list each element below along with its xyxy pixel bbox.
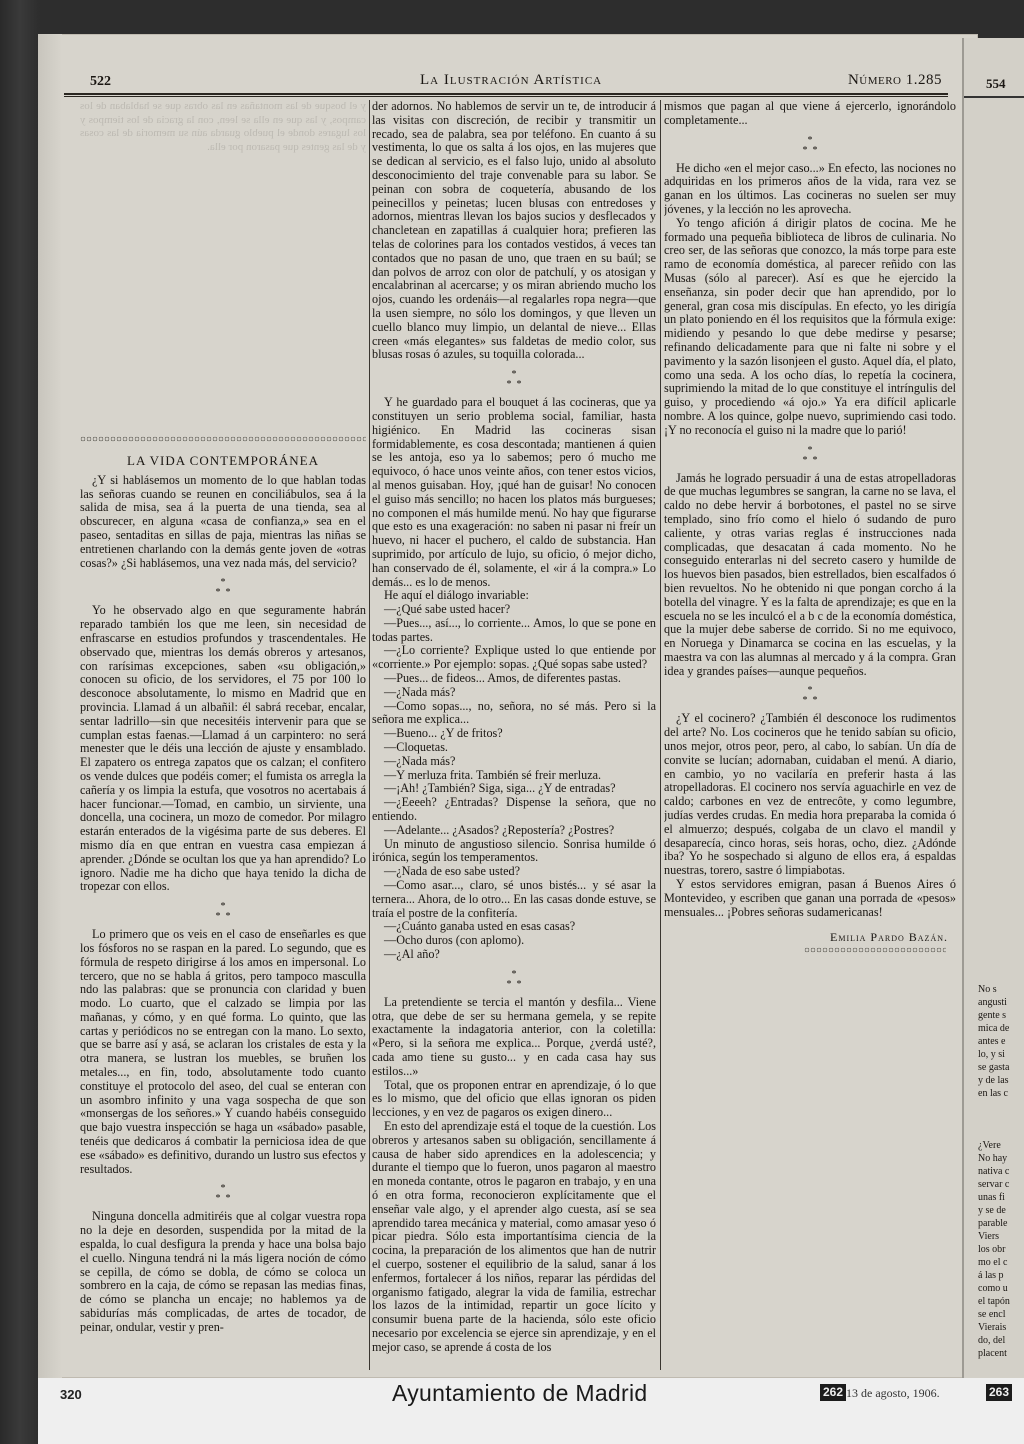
dialogue-line: —¿Qué sabe usted hacer? <box>384 602 511 617</box>
adjacent-fragment-line: angusti <box>978 997 1007 1008</box>
end-divider <box>804 947 946 953</box>
paragraph: Yo tengo afición á dirigir platos de cocina. Me he formado una pequeña biblioteca de libros de culinaria. No creo ser, de las señoras que conozco, la más torpe para este ramo de economía doméstica, al parecer reñido con las Musas (sólo al parecer). Así es que he ejercido la enseñanza, sin poder decir que han aprendido, por lo general, gran cosa mis discípulas. En efecto, yo les dirigía un plato poniendo en él los requisitos que la fórmula exige: midiendo y pesando lo que debe medirse y pesarse; refinando delicadamente para que ni falte ni sobre y el pavimento y la sazón lisonjeen el gusto. Aquel día, el plato, como una seda. A los ocho días, lo repetía la cocinera, suprimiendo la mitad de lo que constituye el intríngulis del guiso, y procediendo «á ojo.» Ya era difícil aplicarle nombre. A los quince, golpe nuevo, suprimiendo casi todo. ¡Y no reconocía el guiso ni la madre que lo parió! <box>664 215 956 437</box>
adjacent-fragment-line: en las c <box>978 1088 1008 1099</box>
dialogue-line: —Bueno... ¿Y de fritos? <box>384 726 503 741</box>
adjacent-fragment-line: No hay <box>978 1153 1008 1164</box>
issue-date: 13 de agosto, 1906. <box>846 1386 940 1400</box>
paragraph: Yo he observado algo en que seguramente habrán reparado también los que me leen, sin necesidad de enfrascarse en estudios profundos y trascendentales. He observado que, mientras los demás obreros y artesanos, con rarísimas excepciones, saben «su obligación,» conocen su oficio, de los servidores, el 75 por 100 lo desconoce absolutamente, lo mismo en Madrid que en provincia. Llamad á un albañil: él sabrá recebar, encalar, sentar ladrillo—sin que necesitéis intervenir para que se cumplan estas faenas.—Llamad á un carpintero: no será menester que le déis una lección de ajuste y ensamblado. El zapatero os entrega zapatos que os calzan; el confitero os vende dulces que podéis comer; el fumista os arregla la cañería y os limpia la estufa, que vosotros no acertabais á hacer funcionar.—Tomad, en cambio, un sirviente, una doncella, una cocinera, un mozo de comedor. Por milagro estarán enterados de la vigésima parte de sus deberes. El mismo día en que entran en vuestra casa empiezan á aprender. ¿Dónde se ocultan los que ya han aprendido? Lo ignoro. Nadie me ha dicho que haya tenido la dicha de tropezar con ellos. <box>80 603 366 894</box>
archive-folio: 320 <box>60 1387 82 1402</box>
adjacent-fragment-line <box>978 1126 1024 1139</box>
paragraph: Ninguna doncella admitiréis que al colgar vuestra ropa no la deje en desorden, suspendida por la mitad de la espalda, lo cual desfigura la prenda y hace una bolsa bajo el cuello. Ninguna tendrá ni la más ligera noción de cómo se cepilla, de cómo se dobla, de cómo se coloca un sombrero en la caja, de cómo se repasan las medias finas, de cómo se plancha un encaje; no hablemos ya de sabidurías más complicadas, de artes de tocador, de peinar, ondular, vestir y pren- <box>80 1209 366 1334</box>
adjacent-page-number: 554 <box>986 76 1006 91</box>
page-badge-left: 262 <box>820 1384 846 1401</box>
adjacent-fragment-line: Vierais <box>978 1322 1007 1333</box>
paragraph: Lo primero que os veis en el caso de enseñarles es que los fósforos no se raspan en la pared. Lo segundo, que es fórmula de respeto dirigirse á los amos en impersonal. Lo tercero, que no se habla á gritos, pero tampoco masculla​ndo las palabras: que se pronuncia con claridad y buen modo. Lo cuarto, que el calzado se limpia por las mañanas, y cómo, y en qué forma. Lo quinto, que las cartas y periódicos no se entregan con la mano. Lo sexto, que se barre así y asá, se aclaran los cristales de esta y la otra manera, se lustran los muebles, se bruñen los metales..., en fin, todo, absolutamente todo cuanto constituye el protocolo del aseo, del cual se enteran con un asombro infinito y una vaga sospecha de que son «monsergas de los señores.» Y cuando habéis conseguido que bajo vuestra inspección se haga un «sábado» pasable, tenéis que dedicaros á combatir la perniciosa idea de que ese «sábado» es definitivo, durando un lustro sus efectos y resultados. <box>80 927 366 1176</box>
dialogue-line: —¿Cuánto ganaba usted en esas casas? <box>384 919 576 934</box>
issue-number: Número 1.285 <box>847 72 942 88</box>
column-rule-1 <box>369 100 370 1370</box>
paragraph: ¿Y el cocinero? ¿También él desconoce los rudimentos del arte? No. Los cocineros que he tenido sabían su oficio, unos mejor, otros peor, pero, al cabo, lo sabían. Un día de convite se lucían; adornaban, cuidaban el menú. A diario, en cambio, yo no vacilaría en preferir hasta á las atropelladoras. El cocinero nos servía aguachirle en vez de caldo; carbones en vez de entrecôte, y como legumbre, judías verdes crudas. En media hora preparaba la comida ó el almuerzo; después, colgaba de un clavo el mandil y desaparecía, cinco horas, seis horas, ocho, diez. ¿Adónde iba? Yo he sospechado si alguno de ellos era, á espaldas nuestras, torero, sastre ó limpiabotas. <box>664 711 956 878</box>
paragraph: Total, que os proponen entrar en aprendizaje, ó lo que es lo mismo, que del oficio que ellas ignoran os piden lecciones, y en vez de pagaros os exigen dinero... <box>372 1077 656 1120</box>
paragraph: En esto del aprendizaje está el toque de la cuestión. Los obreros y artesanos saben su obligación, sencillamente á causa de haber sido aprendices en la adolescencia; y durante el tiempo que lo fueron, unos pagaron al maestro en moneda contante, otros le pagaron en trabajo, y en una ó en otra forma, reconocieron explícitamente que el enseñar vale algo, y el aprender algo cuesta, así se sea aprendido tarea mecánica y material, como amasar yeso ó picar piedra. Sólo esta importantísima ciencia de la cocina, la preparación de los alimentos que han de nutrir el cuerpo, sostener el equilibrio de la salud, sanar á los enfermos, fortalecer á los niños, reparar las pérdidas del organismo fatigado, alegrar la vida de familia, estrechar los lazos de la intimidad, repartir un goce lícito y consumir buena parte de la hacienda, sólo este oficio necesario por excelencia se ejerce sin aprendizaje, y en el mejor caso, se aprende á costa de los <box>372 1118 656 1354</box>
adjacent-fragment-line: y se de <box>978 1205 1006 1216</box>
column-3 <box>664 100 956 980</box>
adjacent-fragment-line: unas fi <box>978 1192 1005 1203</box>
dialogue-line: —Y merluza frita. También sé freir merluza. <box>384 767 602 782</box>
adjacent-head-rule <box>964 96 1024 98</box>
column-1 <box>80 100 366 1372</box>
archive-name: Ayuntamiento de Madrid <box>392 1380 648 1406</box>
asterism-ornament: * * * <box>215 577 231 599</box>
adjacent-fragment-line: se gasta <box>978 1062 1010 1073</box>
paragraph: He aquí el diálogo invariable: <box>384 588 529 603</box>
dialogue-line: —¿Eeeeh? ¿Entradas? Dispense la señora, que no entiendo. <box>372 795 656 824</box>
page-badge-right: 263 <box>986 1384 1012 1401</box>
asterism-ornament: * * * <box>506 369 522 391</box>
paragraph: La pretendiente se tercia el mantón y desfila... Viene otra, que debe de ser su hermana gemela, y se repite exactamente la indagatoria anterior, con la coletilla: «Pero, si la señora me explica... Porque, ¿verdá usté?, cada amo tiene su gusto... y en cada casa hay sus estilos...» <box>372 994 656 1078</box>
dialogue-line: —¿Nada de eso sabe usted? <box>384 864 521 879</box>
head-rule-thin <box>64 96 948 97</box>
adjacent-fragment-line: nativa c <box>978 1166 1010 1177</box>
bleed-through-text: y el bosque de las montañas en las obras que se hablaban de los campos, y las que en ella se leen, con la gracia de los tiempos y los lugares donde el pueblo guarda aún su memoria de las cosas y de las gentes que pasaron por ella. <box>80 100 366 153</box>
adjacent-fragment-line <box>978 1113 1024 1126</box>
dialogue-line: —¿Nada más? <box>384 684 456 699</box>
page-number: 522 <box>90 74 111 89</box>
adjacent-fragment-line: Viers <box>978 1231 1000 1242</box>
paragraph: der adornos. No hablemos de servir un te, de introducir á las visitas con discreción, de recibir y transmitir un recado, sea de palabra, sea por teléfono. En cuanto á su vestimenta, lo que os salta á los ojos, en las mujeres que se dedican al servicio, es el falso lujo, unido al absoluto desconocimiento del traje convenable para su labor. Se peinan con sobra de coquetería, abusando de los peinecillos y peinetas; lucen blusas con entredoses y adornos, mientras llevan los bajos sucios y desflecados y chancletean en zapatillas á cualquier hora; prefieren las telas de colorines para los contados vestidos, á veces tan contados que no pasan de uno, que traen en su baúl; se dan polvos de arroz con olor de patchulí, y os atosigan y encalabrinan al acercarse; y os miran abriendo mucho los ojos, cuando les ordenáis—al regalarles ropa negra—que la usen siempre, no sólo los domingos, y que lleven un cuello blanco muy limpio, un delantal de nieve... Ellas creen «más elegantes» sus faldetas de medio color, sus blusas rosas ó azules, su toquilla colorada... <box>372 100 656 362</box>
adjacent-fragment-line: mo el c <box>978 1257 1008 1268</box>
dialogue-line: —Pues..., así..., lo corriente... Amos, lo que se pone en todas partes. <box>372 615 656 644</box>
dialogue-line: —¿Lo corriente? Explique usted lo que entiende por «corriente.» Por ejemplo: sopas. ¿Qué sopas sabe usted? <box>372 643 656 672</box>
paragraph: Un minuto de angustioso silencio. Sonrisa humilde ó irónica, según los temperamentos. <box>372 836 656 865</box>
adjacent-fragment-line: No s <box>978 984 997 995</box>
asterism-ornament: * * * <box>215 901 231 923</box>
adjacent-fragment-line: á las p <box>978 1270 1004 1281</box>
adjacent-fragment-line: antes e <box>978 1036 1006 1047</box>
dialogue-line: —¡Ah! ¿También? Siga, siga... ¿Y de entradas? <box>384 781 616 796</box>
adjacent-fragment-line: se encl <box>978 1309 1006 1320</box>
asterism-ornament: * * * <box>506 968 522 990</box>
adjacent-fragment-line: parable <box>978 1218 1008 1229</box>
paragraph: ¿Y si hablásemos un momento de lo que hablan todas las señoras cuando se reunen en conciliábulos, sea á la salida de misa, sea á la puerta de una tienda, sea al obscurecer, en alguna «casa de confianza,» sea en el paseo, sentaditas en sillas de paja, mientras las niñas se entretienen charlando con la demás gente joven de «otras cosas?» ¿Si hablásemos, una vez nada más, del servicio? <box>80 472 366 570</box>
adjacent-fragment-line: y de las <box>978 1075 1009 1086</box>
paragraph: He dicho «en el mejor caso...» En efecto, las nociones no adquiridas en los primeros años de la vida, rara vez se ganan en los últimos. Las cocineras no suelen ser muy jóvenes, y la lección no les aprovecha. <box>664 160 956 216</box>
asterism-ornament: * * * <box>215 1183 231 1205</box>
column-rule-2 <box>660 100 661 1370</box>
paragraph: Y he guardado para el bouquet á las cocineras, que ya constituyen un serio problema social, familiar, hasta higiénico. En Madrid las cocineras sisan formidablemente, es cosa descontada; mantienen á quien se les antoja, eso ya lo sabemos; pero ó mucho me equivoco, ó hace unos veinte años, con tener estos vicios, al menos guisaban. Hoy, ¡qué han de guisar! No conocen el guiso más sencillo; no hacen los platos más burgueses; no componen el más humilde menú. No hay que figurarse que esto es una exageración: no saben ni pasar ni freír un huevo, ni hacer el puchero, el caldo de substancia. Han suprimido, por artículo de lujo, su oficio, ó mejor dicho, han conservado de él, solamente, el «ir á la compra.» Lo demás... es lo de menos. <box>372 395 656 589</box>
adjacent-fragment-line: gente s <box>978 1010 1007 1021</box>
adjacent-fragment-line: el tapón <box>978 1296 1010 1307</box>
adjacent-fragment-line <box>978 1100 1024 1113</box>
adjacent-fragment-line: do, del <box>978 1335 1006 1346</box>
dialogue-line: —Adelante... ¿Asados? ¿Repostería? ¿Postres? <box>384 822 615 837</box>
adjacent-fragment-line: servar c <box>978 1179 1010 1190</box>
paragraph: Y estos servidores emigran, pasan á Buenos Aires ó Montevideo, y escriben que ganan una porrada de «pesos» mensuales... ¡Pobres señoras sudamericanas! <box>664 877 956 919</box>
dialogue-line: —¿Nada más? <box>384 753 456 768</box>
dialogue-line: —¿Al año? <box>384 947 440 962</box>
head-rule <box>64 93 948 95</box>
paragraph: Jamás he logrado persuadir á una de estas atropelladoras de que muchas legumbres se sangran, la carne no se lava, el caldo no debe hervir á borbotones, el pastel no se sirve templado, sino frío como el hielo ó sudando de puro caliente, y otras varias reglas é instrucciones nada complicadas, que desacatan á cada momento. No he conseguido enterarlas ni del secreto casero y humilde de los huevos bien pasados, bien estrellados, bien escalfados ó bien revueltos. No he obtenido ni que pongan corcho á la botella del vinagre. Y es la falta de aprendizaje; es que en la escuela no se les inculcó el a b c de la economía doméstica, que la mujer debe saberse de corrido. Si no me equivoco, en Noruega y Dinamarca se cocina en las escuelas, y la maestra va con las alumnas al mercado y á la compra. Gran idea y grandes países—aunque pequeños. <box>664 470 956 678</box>
dialogue-line: —Pues... de fideos... Amos, de diferentes pastas. <box>384 671 621 686</box>
dialogue-line: —Cloquetas. <box>384 740 448 755</box>
adjacent-fragment-line: ¿Vere <box>978 1140 1001 1151</box>
author-signature: Emilia Pardo Bazán. <box>830 930 948 945</box>
adjacent-fragment-line: como u <box>978 1283 1008 1294</box>
adjacent-page-edge <box>962 38 1024 1382</box>
dialogue-line: —Ocho duros (con aplomo). <box>384 933 525 948</box>
asterism-ornament: * * * <box>802 685 818 707</box>
asterism-ornament: * * * <box>802 134 818 156</box>
adjacent-fragment-line: mica de <box>978 1023 1010 1034</box>
paragraph: mismos que pagan al que viene á ejercerlo, ignorándolo completamente... <box>664 100 956 127</box>
asterism-ornament: * * * <box>802 444 818 466</box>
dialogue-line: —Como sopas..., no, señora, no sé más. Pero si la señora me explica... <box>372 698 656 727</box>
adjacent-fragment-line: los obr <box>978 1244 1006 1255</box>
dialogue-line: —Como asar..., claro, sé unos bistés... y sé asar la ternera... Ahora, de lo otro... En las casas donde estuve, se traía el postre de la confitería. <box>372 878 656 920</box>
section-divider <box>80 436 366 442</box>
running-head <box>60 70 950 92</box>
publication-title: La Ilustración Artística <box>420 72 603 88</box>
adjacent-fragment-line: placent <box>978 1348 1007 1359</box>
adjacent-fragment-line: lo, y si <box>978 1049 1005 1060</box>
adjacent-page-fragment <box>978 983 1024 1360</box>
article-title: LA VIDA CONTEMPORÁNEA <box>127 453 319 468</box>
column-2 <box>372 100 656 1372</box>
